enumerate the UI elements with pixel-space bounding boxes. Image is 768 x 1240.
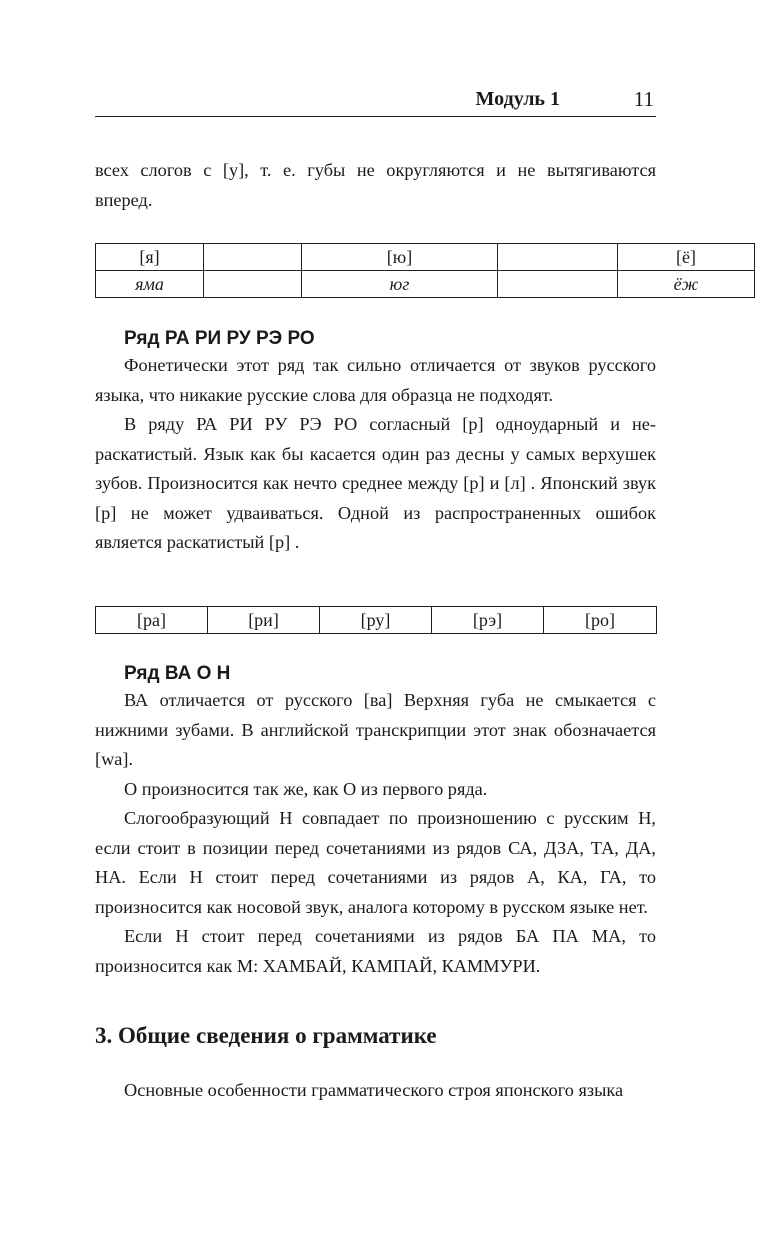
running-header xyxy=(95,86,656,117)
table-cell: [рэ] xyxy=(432,607,544,634)
intro-line-2: вперед. xyxy=(95,189,153,210)
table-cell: [ё] xyxy=(618,244,755,271)
intro-paragraph xyxy=(95,156,656,215)
table-cell: [я] xyxy=(96,244,204,271)
section3-body xyxy=(95,1076,656,1106)
table-row xyxy=(96,607,657,634)
table-cell xyxy=(204,244,302,271)
paragraph: В ряду РА РИ РУ РЭ РО согласный [р] одноударный и нераскатистый. Язык как бы касается один раз десны у самых верхушек зубов. Произносится как нечто среднее между [р] и [л] . Японский звук [р] не может удваиваться. Одной из распространенных ошибок является раскатистый [р] . xyxy=(95,414,656,552)
table-cell: [ру] xyxy=(320,607,432,634)
module-label: Модуль 1 xyxy=(475,88,560,110)
table-row xyxy=(96,271,755,298)
table-cell: юг xyxy=(302,271,498,298)
paragraph: Слогообразующий Н совпадает по произношению с русским Н, если стоит в позиции перед сочетаниями из рядов СА, ДЗА, ТА, ДА, НА. Если Н стоит перед сочетаниями из рядов А, КА, ГА, то произносится как носовой звук, аналога которому в русском языке нет. xyxy=(95,808,656,917)
intro-line-1: всех слогов с [у], т. е. губы не округляются и не вытягиваются xyxy=(95,160,656,180)
vowel-table xyxy=(95,243,699,298)
table-cell xyxy=(204,271,302,298)
section-heading-ra: Ряд РА РИ РУ РЭ РО xyxy=(124,328,315,349)
section-title: 3. Общие сведения о грамматике xyxy=(95,1023,437,1048)
section-heading-wa: Ряд ВА О Н xyxy=(124,663,231,684)
syllable-table xyxy=(95,606,656,634)
section-wa-body xyxy=(95,686,656,981)
table-cell xyxy=(498,271,618,298)
paragraph: ВА отличается от русского [ва] Верхняя губа не смыкается с нижними зубами. В английской транскрипции этот знак обозначается [wa]. xyxy=(95,690,656,769)
table-cell: [ра] xyxy=(96,607,208,634)
paragraph: Если Н стоит перед сочетаниями из рядов БА ПА МА, то произносится как М: ХАМБАЙ, КАМПАЙ, КАММУРИ. xyxy=(95,926,656,976)
paragraph: Фонетически этот ряд так сильно отличается от звуков русского языка, что никакие русские слова для образца не подходят. xyxy=(95,355,656,405)
table-cell: ёж xyxy=(618,271,755,298)
table-row xyxy=(96,244,755,271)
table-cell xyxy=(498,244,618,271)
paragraph: Основные особенности грамматического строя японского языка xyxy=(124,1080,624,1100)
page-number: 11 xyxy=(633,87,654,111)
table-cell: [ри] xyxy=(208,607,320,634)
section-ra-body xyxy=(95,351,656,558)
table-cell: [ро] xyxy=(544,607,657,634)
table-cell: [ю] xyxy=(302,244,498,271)
paragraph: О произносится так же, как О из первого ряда. xyxy=(124,778,488,799)
table-cell: яма xyxy=(96,271,204,298)
